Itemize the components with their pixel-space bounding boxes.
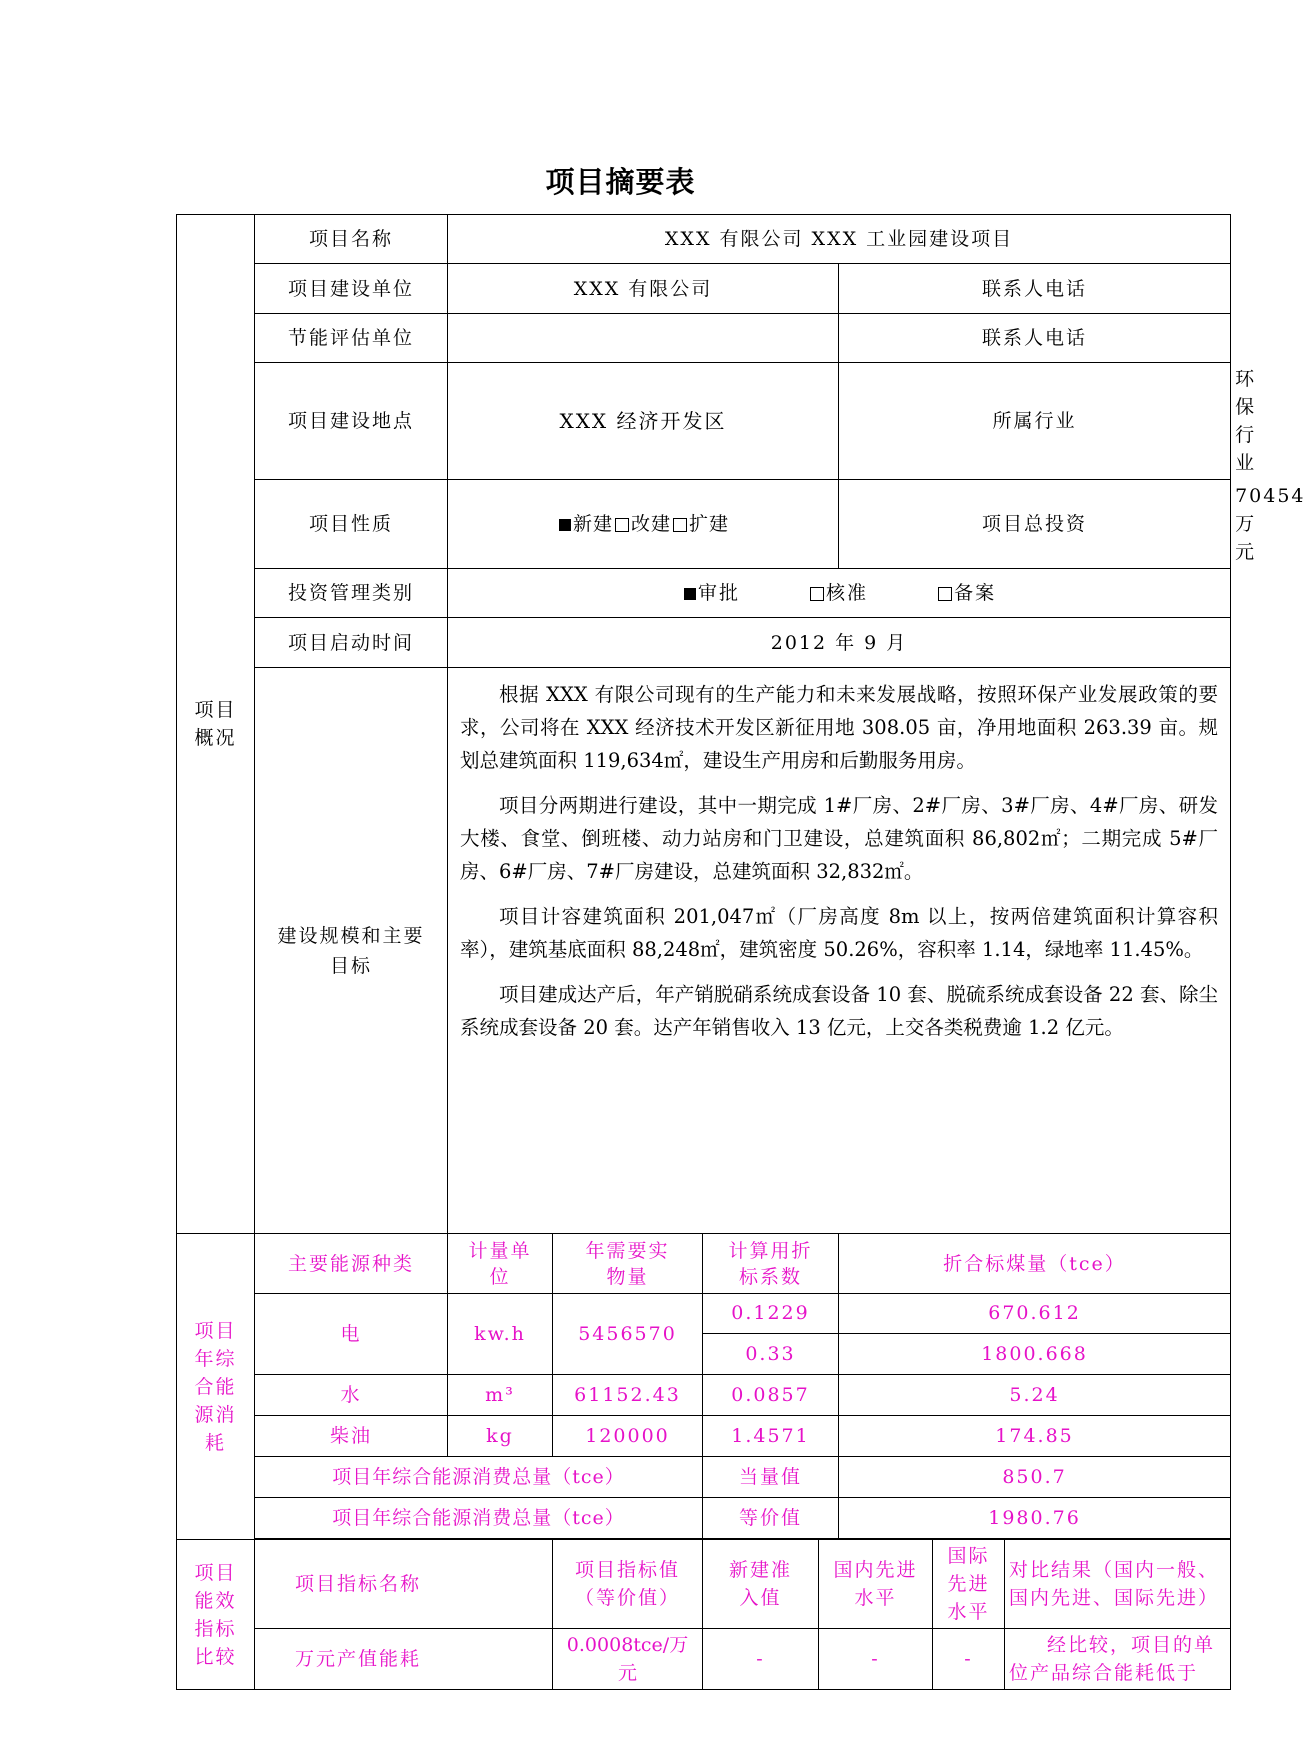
diesel-qty: 120000	[553, 1416, 703, 1457]
electricity-coef: 0.1229 0.33	[703, 1294, 839, 1375]
water-qty: 61152.43	[553, 1375, 703, 1416]
invest-mgmt-options: 审批 核准 备案	[448, 569, 1231, 618]
checkbox-icon	[938, 587, 952, 601]
efficiency-value: 0.0008tce/万元	[553, 1629, 703, 1690]
energy-header: 年需要实物量	[553, 1234, 703, 1294]
water-coef: 0.0857	[703, 1375, 839, 1416]
scale-description	[448, 668, 1231, 1234]
build-unit-label: 项目建设单位	[255, 264, 448, 314]
energy-header: 计量单位	[448, 1234, 553, 1294]
energy-section-label: 项目年综合能源消耗	[177, 1234, 255, 1540]
efficiency-intl: -	[933, 1629, 1005, 1690]
page-title: 项目摘要表	[545, 165, 696, 199]
scale-paragraph: 项目分两期进行建设，其中一期完成 1#厂房、2#厂房、3#厂房、4#厂房、研发大楼、食堂、倒班楼、动力站房和门卫建设，总建筑面积 86,802㎡；二期完成 5#厂房、6#厂房、7#厂房建设，总建筑面积 32,832㎡。	[460, 794, 1219, 883]
efficiency-domestic: -	[819, 1629, 933, 1690]
total-equiv-value: 850.7	[839, 1457, 1231, 1498]
electricity-unit: kw.h	[448, 1294, 553, 1375]
efficiency-header: 新建准入值	[703, 1540, 819, 1629]
scale-paragraph: 根据 XXX 有限公司现有的生产能力和未来发展战略，按照环保产业发展政策的要求，公司将在 XXX 经济技术开发区新征用地 308.05 亩，净用地面积 263.39 亩。规划总建筑面积 119,634㎡，建设生产用房和后勤服务用房。	[460, 683, 1219, 772]
total-price-label: 项目年综合能源消费总量（tce）	[255, 1498, 703, 1539]
start-time-value: 2012 年 9 月	[448, 618, 1231, 668]
project-name-value: XXX 有限公司 XXX 工业园建设项目	[448, 215, 1231, 264]
efficiency-header: 对比结果（国内一般、国内先进、国际先进）	[1005, 1540, 1231, 1629]
efficiency-entry: -	[703, 1629, 819, 1690]
eval-unit-value	[448, 314, 839, 363]
scale-paragraph: 项目计容建筑面积 201,047㎡（厂房高度 8m 以上，按两倍建筑面积计算容积率），建筑基底面积 88,248㎡，建筑密度 50.26%，容积率 1.14，绿地率 11.45%。	[460, 905, 1219, 961]
electricity-name: 电	[255, 1294, 448, 1375]
total-price-value: 1980.76	[839, 1498, 1231, 1539]
energy-row-electricity	[177, 1294, 1231, 1375]
efficiency-header: 国内先进水平	[819, 1540, 933, 1629]
energy-row-water	[177, 1375, 1231, 1416]
total-equiv-label: 项目年综合能源消费总量（tce）	[255, 1457, 703, 1498]
build-unit-value: XXX 有限公司	[448, 264, 839, 314]
location-value: XXX 经济开发区	[448, 363, 839, 480]
electricity-tce: 670.612 1800.668	[839, 1294, 1231, 1375]
diesel-tce: 174.85	[839, 1416, 1231, 1457]
row-build-unit	[177, 264, 1231, 314]
scale-paragraph: 项目建成达产后，年产销脱硝系统成套设备 10 套、脱硫系统成套设备 22 套、除尘系统成套设备 20 套。达产年销售收入 13 亿元，上交各类税费逾 1.2 亿元。	[460, 983, 1219, 1039]
energy-header-row	[177, 1234, 1231, 1294]
row-project-name	[177, 215, 1231, 264]
row-scale	[177, 668, 1231, 1234]
checked-box-icon	[559, 519, 571, 531]
efficiency-row	[177, 1629, 1231, 1690]
eval-unit-label: 节能评估单位	[255, 314, 448, 363]
diesel-unit: kg	[448, 1416, 553, 1457]
nature-options: 新建 改建 扩建	[448, 480, 839, 569]
row-invest-mgmt	[177, 569, 1231, 618]
efficiency-header: 项目指标名称	[255, 1540, 553, 1629]
location-label: 项目建设地点	[255, 363, 448, 480]
efficiency-header: 项目指标值（等价值）	[553, 1540, 703, 1629]
efficiency-header: 国际先进水平	[933, 1540, 1005, 1629]
diesel-name: 柴油	[255, 1416, 448, 1457]
row-nature: 项目性质 新建 改建 扩建 项目总投资 70454 万元	[177, 480, 1231, 569]
efficiency-name: 万元产值能耗	[255, 1629, 553, 1690]
row-location: 项目建设地点 XXX 经济开发区 所属行业 环保行业	[177, 363, 1231, 480]
start-time-label: 项目启动时间	[255, 618, 448, 668]
energy-total-equiv-row	[177, 1457, 1231, 1498]
nature-label: 项目性质	[255, 480, 448, 569]
invest-mgmt-label: 投资管理类别	[255, 569, 448, 618]
industry-label: 所属行业	[839, 363, 1231, 480]
energy-header: 折合标煤量（tce）	[839, 1234, 1231, 1294]
eval-unit-contact-label: 联系人电话	[839, 314, 1231, 363]
checked-box-icon	[684, 588, 696, 600]
project-summary-table	[176, 214, 1306, 1690]
energy-header: 主要能源种类	[255, 1234, 448, 1294]
checkbox-icon	[673, 518, 687, 532]
total-equiv-kind: 当量值	[703, 1457, 839, 1498]
overview-section-label: 项目概况	[177, 215, 255, 1234]
energy-header: 计算用折标系数	[703, 1234, 839, 1294]
water-name: 水	[255, 1375, 448, 1416]
energy-total-price-row	[177, 1498, 1231, 1539]
water-tce: 5.24	[839, 1375, 1231, 1416]
electricity-qty: 5456570	[553, 1294, 703, 1375]
project-name-label: 项目名称	[255, 215, 448, 264]
scale-label: 建设规模和主要目标	[255, 668, 448, 1234]
row-start-time	[177, 618, 1231, 668]
efficiency-header-row	[177, 1540, 1231, 1629]
build-unit-contact-label: 联系人电话	[839, 264, 1231, 314]
checkbox-icon	[810, 587, 824, 601]
water-unit: m³	[448, 1375, 553, 1416]
efficiency-section-label: 项目能效指标比较	[177, 1540, 255, 1690]
total-price-kind: 等价值	[703, 1498, 839, 1539]
diesel-coef: 1.4571	[703, 1416, 839, 1457]
efficiency-result: 经比较，项目的单位产品综合能耗低于	[1005, 1629, 1231, 1690]
checkbox-icon	[615, 518, 629, 532]
energy-row-diesel	[177, 1416, 1231, 1457]
row-eval-unit	[177, 314, 1231, 363]
invest-label: 项目总投资	[839, 480, 1231, 569]
